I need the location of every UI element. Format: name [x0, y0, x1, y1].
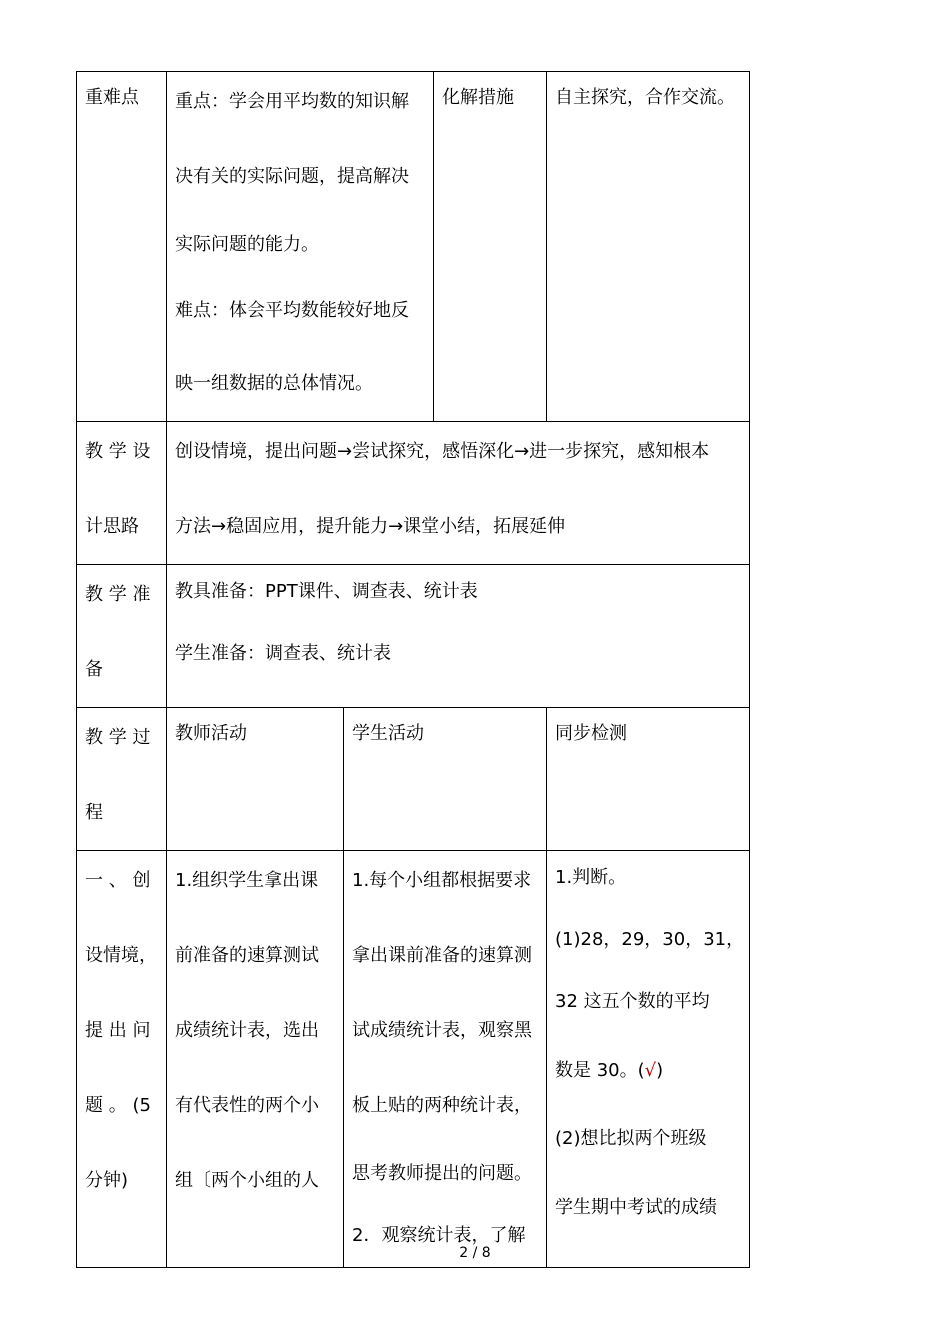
preparation-content-cell — [167, 565, 750, 708]
process-label-line: 程 — [85, 802, 103, 823]
check-line: 学生期中考试的成绩 — [555, 1197, 717, 1218]
design-line: 方法→稳固应用，提升能力→课堂小结，拓展延伸 — [175, 516, 566, 537]
student-activity-line: 板上贴的两种统计表， — [352, 1095, 532, 1116]
key-points-content-cell — [167, 72, 434, 422]
key-points-label-cell — [77, 72, 167, 422]
student-activity-line: 1.每个小组都根据要求 — [352, 870, 532, 891]
check-answer-line — [555, 1033, 741, 1108]
preparation-label-line: 教 学 准 — [85, 584, 151, 605]
stage1-student-cell — [344, 851, 547, 1268]
design-label-line: 计思路 — [85, 516, 139, 537]
stage1-label-line: 分钟) — [85, 1170, 129, 1191]
teacher-activity-line: 成绩统计表，选出 — [175, 1020, 319, 1041]
page-number: 2 / 8 — [459, 1245, 491, 1261]
student-header-cell — [344, 708, 547, 851]
row-stage-1 — [77, 851, 750, 1268]
key-points-label: 重难点 — [85, 87, 139, 108]
sync-check-header: 同步检测 — [555, 723, 627, 744]
lesson-plan-table — [76, 71, 750, 1268]
key-points-line: 难点：体会平均数能较好地反 — [175, 300, 409, 321]
key-points-line: 重点：学会用平均数的知识解 — [175, 91, 409, 112]
stage1-check-cell — [547, 851, 750, 1268]
teacher-activity-line: 组〔两个小组的人 — [175, 1170, 319, 1191]
measure-value-cell — [547, 72, 750, 422]
check-line: (1)28，29，30，31， — [555, 929, 745, 950]
key-points-line: 映一组数据的总体情况。 — [175, 373, 373, 394]
check-line: 32 这五个数的平均 — [555, 991, 710, 1012]
process-label-line: 教 学 过 — [85, 727, 151, 748]
check-line-text: 数是 30。( — [555, 1060, 645, 1081]
stage1-label-line: 一 、 创 — [85, 870, 151, 891]
teacher-activity-line: 1.组织学生拿出课 — [175, 870, 319, 891]
student-activity-line: 思考教师提出的问题。 — [352, 1163, 532, 1184]
student-activity-header: 学生活动 — [352, 723, 424, 744]
measure-value: 自主探究，合作交流。 — [555, 87, 735, 108]
check-line: (2)想比拟两个班级 — [555, 1128, 707, 1149]
stage1-label-line: 提 出 问 — [85, 1020, 151, 1041]
teacher-activity-header: 教师活动 — [175, 723, 247, 744]
measure-label-cell — [434, 72, 547, 422]
design-label-line: 教 学 设 — [85, 441, 151, 462]
check-line-close: ) — [656, 1060, 664, 1081]
key-points-line: 决有关的实际问题，提高解决 — [175, 166, 409, 187]
design-content-cell — [167, 422, 750, 565]
teacher-activity-line: 有代表性的两个小 — [175, 1095, 319, 1116]
student-activity-line: 2．观察统计表，了解 — [352, 1225, 526, 1246]
preparation-label-cell — [77, 565, 167, 708]
stage1-label-line: 题 。 (5 — [85, 1095, 151, 1116]
row-process-header — [77, 708, 750, 851]
checkmark-icon: √ — [644, 1060, 657, 1081]
row-design — [77, 422, 750, 565]
preparation-label-line: 备 — [85, 659, 103, 680]
key-points-line: 实际问题的能力。 — [175, 234, 319, 255]
teacher-activity-line: 前准备的速算测试 — [175, 945, 319, 966]
check-header-cell — [547, 708, 750, 851]
measure-label: 化解措施 — [442, 87, 514, 108]
process-label-cell — [77, 708, 167, 851]
preparation-line: 学生准备：调查表、统计表 — [175, 643, 391, 664]
preparation-line: 教具准备：PPT课件、调查表、统计表 — [175, 581, 478, 602]
student-activity-line: 拿出课前准备的速算测 — [352, 945, 532, 966]
teacher-header-cell — [167, 708, 344, 851]
stage1-label-cell — [77, 851, 167, 1268]
design-line: 创设情境，提出问题→尝试探究，感悟深化→进一步探究，感知根本 — [175, 441, 710, 462]
row-preparation — [77, 565, 750, 708]
check-line: 1.判断。 — [555, 867, 627, 888]
stage1-label-line: 设情境， — [85, 945, 157, 966]
row-key-points — [77, 72, 750, 422]
student-activity-line: 试成绩统计表，观察黑 — [352, 1020, 532, 1041]
stage1-teacher-cell — [167, 851, 344, 1268]
design-label-cell — [77, 422, 167, 565]
